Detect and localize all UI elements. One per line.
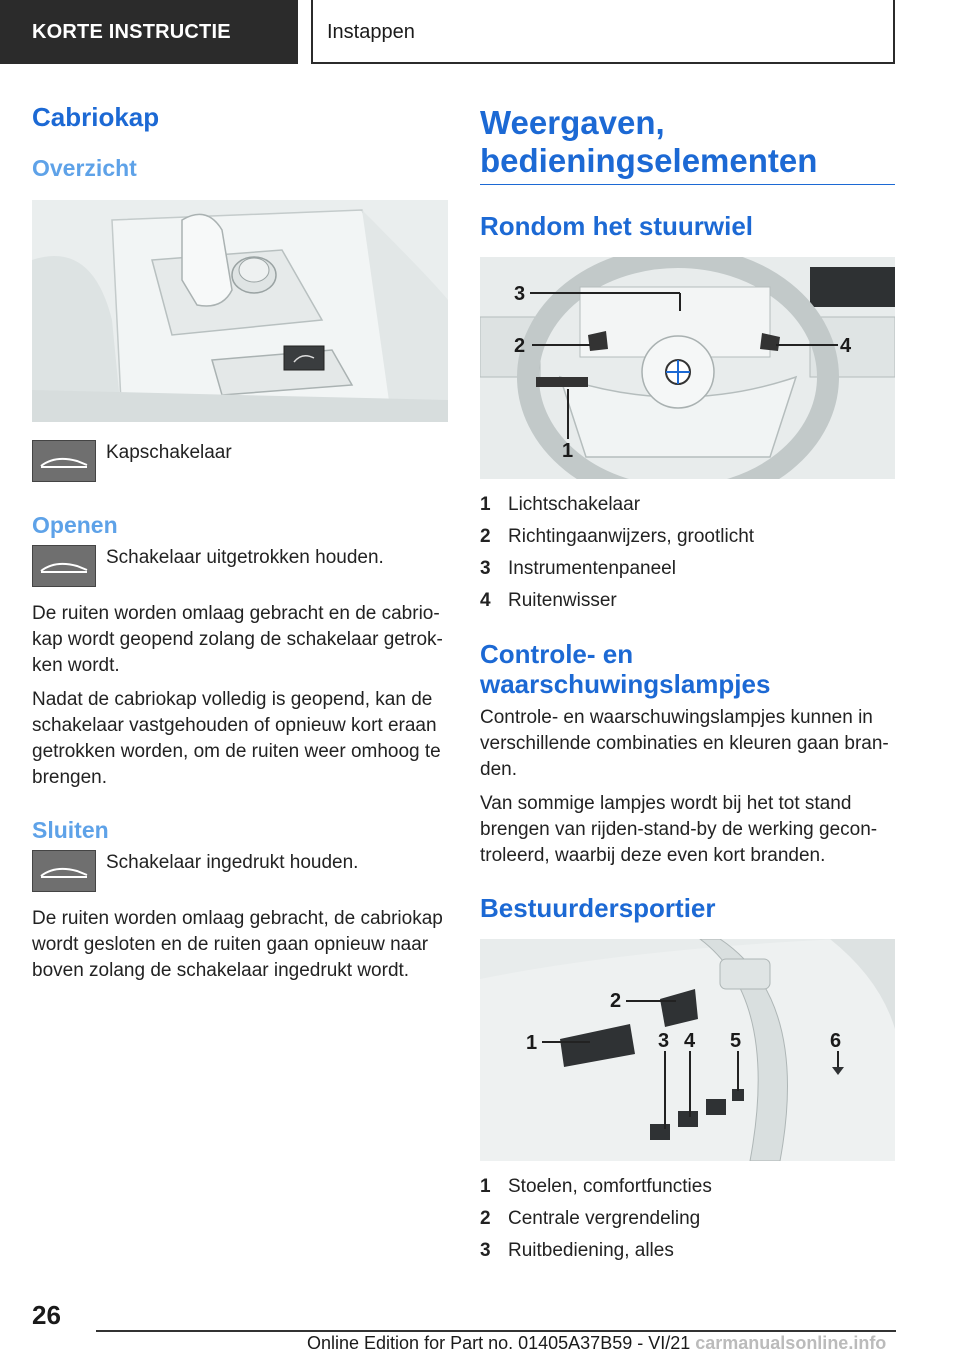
convertible-roof-icon: [32, 440, 96, 482]
list-item: [480, 489, 895, 521]
list-item-number: 2: [480, 526, 491, 547]
left-column: [32, 100, 448, 984]
capswitch-legend: [32, 440, 448, 482]
close-instruction: [32, 850, 448, 892]
convertible-roof-open-drawing: [33, 546, 95, 586]
list-item-label: Richtingaanwijzers, grootlicht: [508, 526, 755, 547]
list-item-number: 3: [480, 558, 491, 579]
driver-door-illustration: [480, 939, 895, 1161]
console-switch-illustration: [32, 200, 448, 422]
door-callout-4: 4: [684, 1030, 696, 1052]
list-item-number: 4: [480, 590, 491, 611]
open-paragraph-2: Nadat de cabriokap volledig is geopend, kan de schakelaar vastgehouden of opnieuw kort eraan getrokken worden, om de ruiten weer omhoog te brengen.: [32, 689, 441, 788]
list-item-label: Instrumentenpaneel: [508, 558, 676, 579]
close-heading: Sluiten: [32, 817, 109, 843]
list-item-label: Centrale vergrendeling: [508, 1208, 701, 1229]
close-instruction-text: Schakelaar ingedrukt houden.: [106, 852, 359, 873]
list-item-label: Ruitbediening, alles: [508, 1240, 674, 1261]
controls-title: Weergaven, bedieningselementen: [480, 104, 895, 185]
warning-lamps-paragraph-2: Van sommige lampjes wordt bij het tot stand brengen van rijden-stand-by de werking gecon-troleerd, waarbij deze even kort branden.: [480, 793, 878, 866]
cabriokap-title: Cabriokap: [32, 102, 160, 132]
console-switch-drawing: [32, 200, 448, 422]
header-chapter-tab: Instappen: [311, 0, 895, 64]
list-item: [480, 1203, 895, 1235]
convertible-roof-close-icon: [32, 850, 96, 892]
capswitch-label: Kapschakelaar: [106, 442, 232, 463]
wheel-callout-4: 4: [840, 335, 852, 357]
wheel-callout-1: 1: [562, 440, 574, 462]
list-item: [480, 521, 895, 553]
footer-divider: [96, 1330, 896, 1332]
driver-door-heading: Bestuurdersportier: [480, 893, 716, 923]
footer-watermark[interactable]: carmanualsonline.info: [695, 1333, 887, 1353]
overview-heading: Overzicht: [32, 155, 137, 181]
footer-edition: [307, 1333, 886, 1354]
open-instruction-text: Schakelaar uitgetrokken houden.: [106, 547, 384, 568]
open-paragraph-1: De ruiten worden omlaag gebracht en de cabrio-kap wordt geopend zolang de schakelaar getrok-ken wordt.: [32, 603, 443, 676]
list-item: [480, 1235, 895, 1267]
wheel-callout-3: 3: [514, 283, 526, 305]
list-item-label: Stoelen, comfortfuncties: [508, 1176, 712, 1197]
list-item-number: 2: [480, 1208, 491, 1229]
door-legend-list: [480, 1171, 895, 1267]
list-item-number: 3: [480, 1240, 491, 1261]
list-item-number: 1: [480, 494, 491, 515]
footer-edition-text: Online Edition for Part no. 01405A37B59 - VI/21: [307, 1333, 691, 1353]
wheel-callout-2: 2: [514, 335, 526, 357]
list-item-label: Ruitenwisser: [508, 590, 617, 611]
wheel-legend-list: [480, 489, 895, 617]
convertible-roof-close-drawing: [33, 851, 95, 891]
steering-wheel-illustration: [480, 257, 895, 479]
header-section-tab: KORTE INSTRUCTIE: [0, 0, 298, 64]
door-callout-6: 6: [830, 1030, 842, 1052]
open-instruction: [32, 545, 448, 587]
right-column: [480, 104, 895, 1267]
door-callout-2: 2: [610, 990, 622, 1012]
door-callout-1: 1: [526, 1032, 538, 1054]
close-paragraph-1: De ruiten worden omlaag gebracht, de cabriokap wordt gesloten en de ruiten gaan opnieuw naar boven zolang de schakelaar ingedrukt wordt.: [32, 908, 443, 981]
list-item-label: Lichtschakelaar: [508, 494, 641, 515]
warning-lamps-heading: Controle- en waarschuwingslampjes: [480, 639, 771, 699]
steering-wheel-drawing: [480, 257, 895, 479]
convertible-roof-drawing: [33, 441, 95, 481]
steering-wheel-heading: Rondom het stuurwiel: [480, 211, 753, 241]
door-callout-5: 5: [730, 1030, 742, 1052]
list-item: [480, 585, 895, 617]
list-item: [480, 553, 895, 585]
open-heading: Openen: [32, 512, 118, 538]
list-item-number: 1: [480, 1176, 491, 1197]
list-item: [480, 1171, 895, 1203]
warning-lamps-paragraph-1: Controle- en waarschuwingslampjes kunnen in verschillende combinaties en kleuren gaan bran-den.: [480, 707, 889, 780]
convertible-roof-open-icon: [32, 545, 96, 587]
page-number: 26: [32, 1300, 61, 1330]
door-callout-3: 3: [658, 1030, 670, 1052]
driver-door-drawing: [480, 939, 895, 1161]
